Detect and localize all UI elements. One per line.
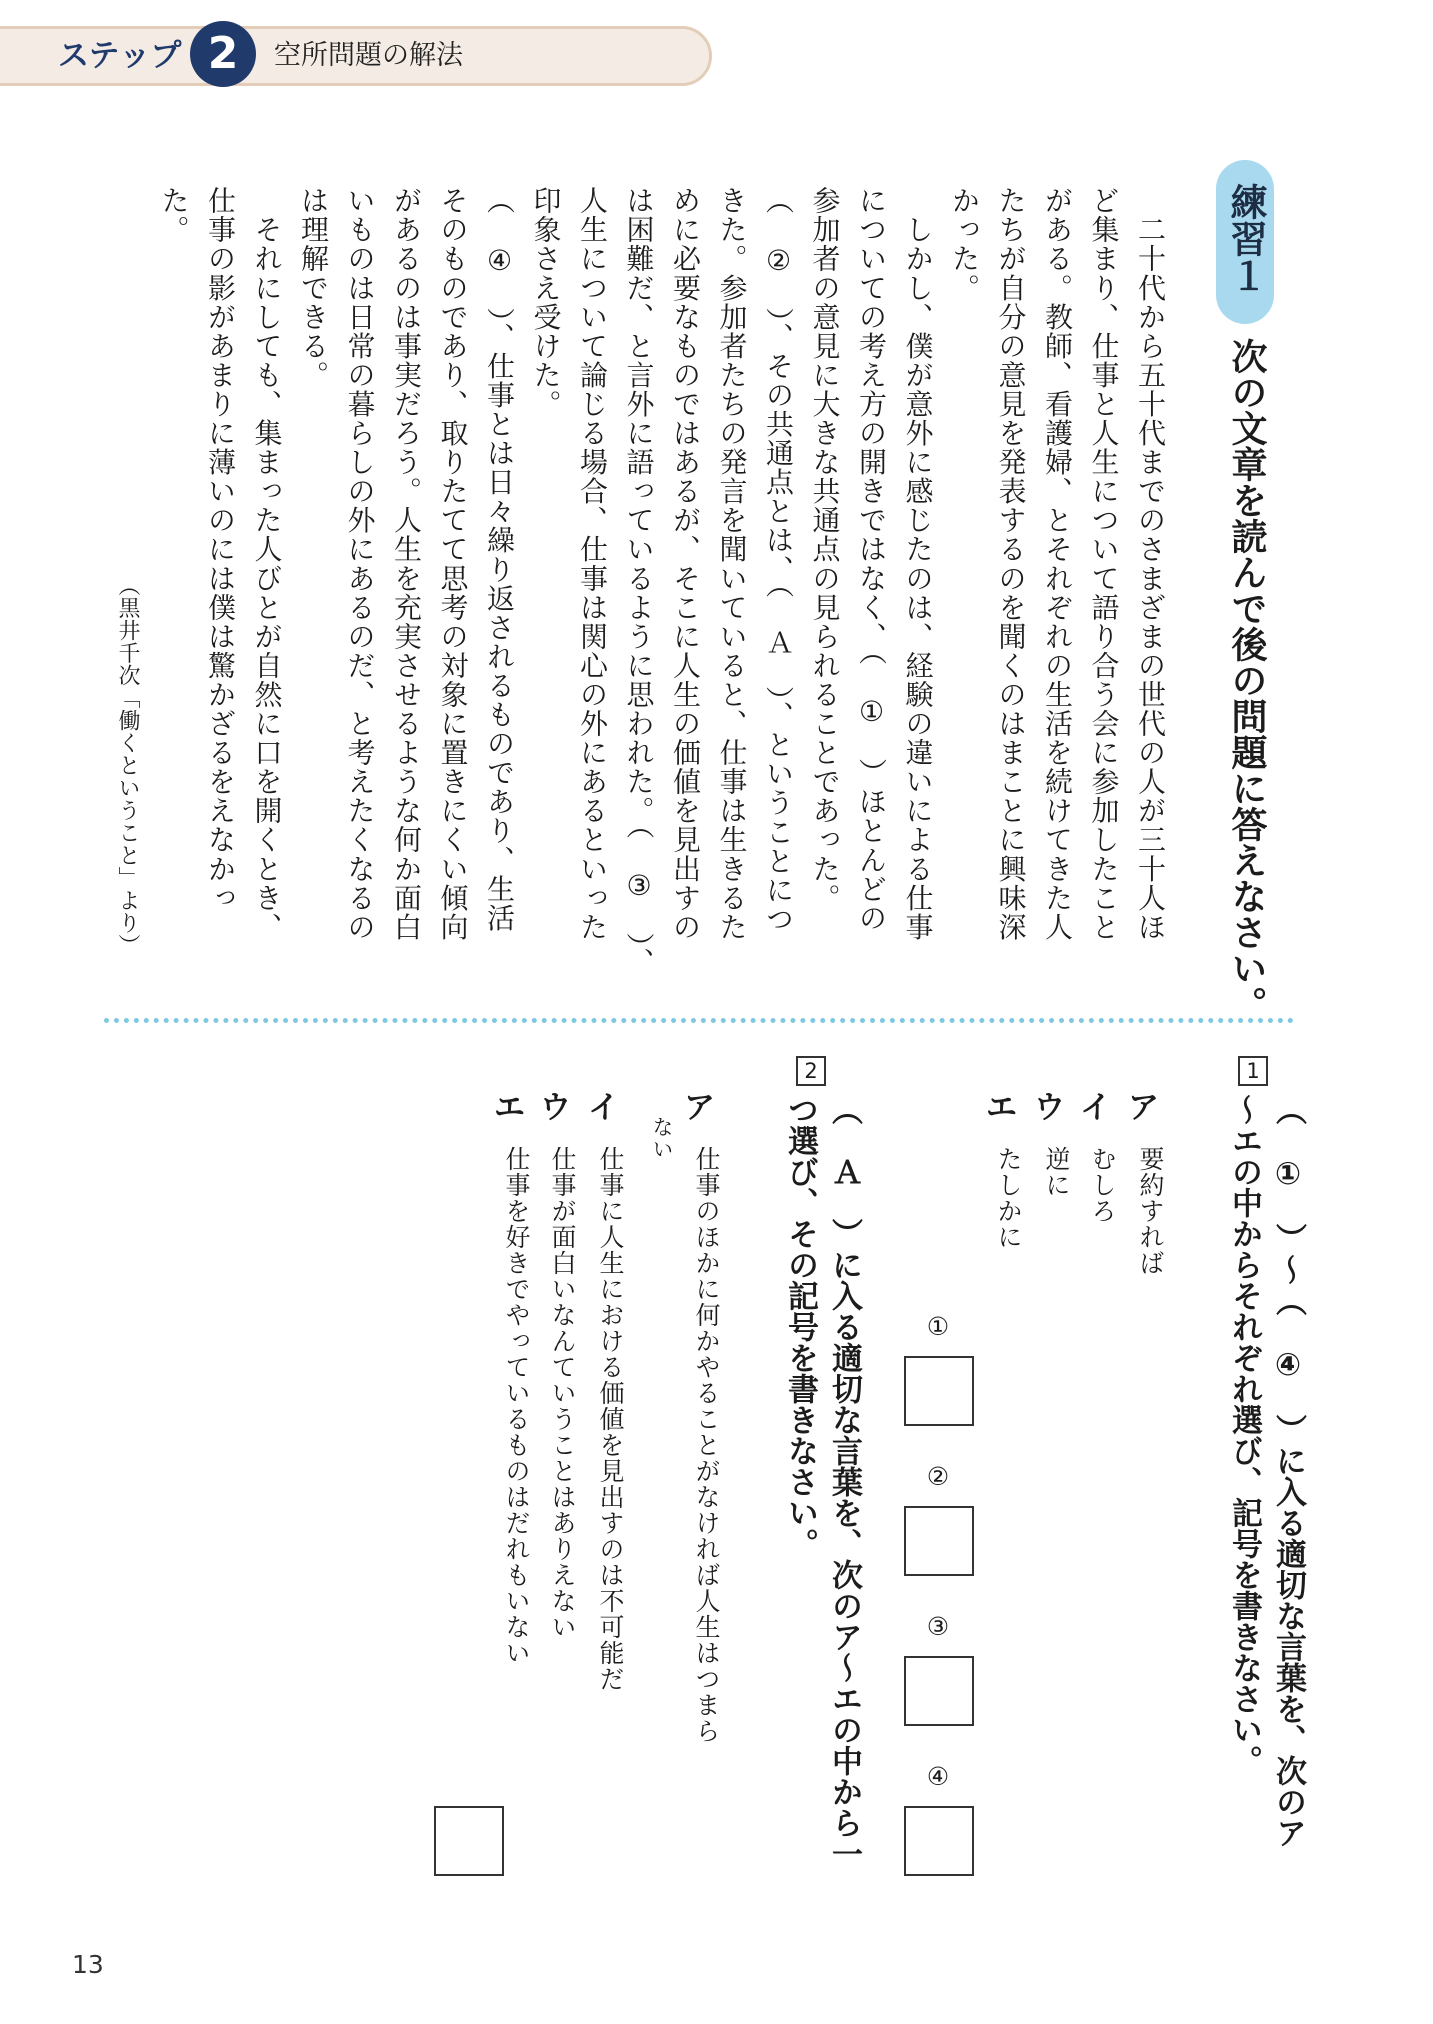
- answer-box-4[interactable]: [904, 1806, 974, 1876]
- q1-option-text: たしかに: [994, 1146, 1023, 1250]
- source-citation: （黒井千次「働くということ」より）: [115, 574, 140, 957]
- passage-line: （ ② ）、その共通点とは、（ Ａ ）、ということにつ: [762, 186, 795, 934]
- answer-box-3[interactable]: [904, 1656, 974, 1726]
- reading-passage: [150, 186, 1173, 1006]
- section-title: 空所問題の解法: [274, 40, 463, 71]
- q2-option-letter: ウ: [540, 1090, 571, 1126]
- q1-option-letter: ア: [1128, 1090, 1159, 1126]
- question-1-text: （ ① ）～（ ④ ）に入る適切な言葉を、次のア～エの中からそれぞれ選び、記号を書きなさい。: [1226, 1094, 1306, 1848]
- answer-box-2[interactable]: [904, 1506, 974, 1576]
- q2-option-text: 仕事が面白いなんていうことはありえない: [548, 1146, 577, 1640]
- q1-option-letter: イ: [1080, 1090, 1111, 1126]
- exercise-badge-label: 練習１: [1224, 183, 1267, 294]
- passage-line: は困難だ、と言外に語っているように思われた。（ ③ ）、: [622, 186, 656, 977]
- answer-label: ③: [926, 1612, 950, 1641]
- passage-line: めに必要なものではあるが、そこに人生の価値を見出すの: [669, 186, 702, 942]
- answer-label: ②: [926, 1462, 950, 1491]
- passage-line: いものは日常の暮らしの外にあるのだ、と考えたくなるの: [343, 186, 377, 942]
- question-2-number: 2: [796, 1056, 826, 1086]
- passage-line: がある。教師、看護婦、とそれぞれの生活を続けてきた人: [1041, 186, 1074, 942]
- q2-option-letter: イ: [588, 1090, 619, 1126]
- passage-line: かった。: [948, 186, 981, 303]
- passage-line: 参加者の意見に大きな共通点の見られることであった。: [808, 186, 842, 913]
- passage-line: は理解できる。: [297, 186, 330, 390]
- question-2-text: （ Ａ ）に入る適切な言葉を、次のア～エの中から一つ選び、その記号を書きなさい。: [782, 1094, 862, 1869]
- q1-option-text: 逆に: [1042, 1146, 1071, 1198]
- passage-line: きた。参加者たちの発言を聞いていると、仕事は生きるた: [715, 186, 749, 942]
- q2-option-text: 仕事のほかに何かやることがなければ人生はつまら: [692, 1146, 721, 1744]
- passage-line: そのものであり、取りたてて思考の対象に置きにくい傾向: [436, 186, 470, 942]
- q1-option-text: むしろ: [1088, 1146, 1117, 1224]
- passage-line: しかし、僕が意外に感じたのは、経験の違いによる仕事: [901, 186, 935, 942]
- question-1-number: 1: [1238, 1056, 1268, 1086]
- answer-box-1[interactable]: [904, 1356, 974, 1426]
- q1-option-letter: エ: [986, 1090, 1017, 1126]
- q2-option-text-cont: ない: [650, 1116, 674, 1160]
- passage-line: ど集まり、仕事と人生について語り合う会に参加したこと: [1087, 186, 1121, 942]
- passage-line: 仕事の影があまりに薄いのには僕は驚かざるをえなかっ: [204, 186, 237, 913]
- passage-line: それにしても、集まった人びとが自然に口を開くとき、: [250, 186, 284, 942]
- exercise-instruction: 次の文章を読んで後の問題に答えなさい。: [1226, 338, 1267, 1022]
- q2-option-letter: ア: [684, 1090, 715, 1126]
- page-number: 13: [72, 1950, 104, 1979]
- answer-box-A[interactable]: [434, 1806, 504, 1876]
- passage-line: （ ④ ）、仕事とは日々繰り返されるものであり、生活: [483, 186, 516, 933]
- q2-option-letter: エ: [494, 1090, 525, 1126]
- dotted-divider: [104, 1018, 1294, 1023]
- passage-line: 人生について論じる場合、仕事は関心の外にあるといった: [576, 186, 609, 942]
- answer-label: ④: [926, 1762, 950, 1791]
- q1-option-text: 要約すれば: [1136, 1146, 1165, 1276]
- q2-option-text: 仕事に人生における価値を見出すのは不可能だ: [596, 1146, 625, 1692]
- passage-line: た。: [157, 186, 191, 245]
- passage-line: についての考え方の開きではなく、（ ① ）ほとんどの: [855, 186, 888, 933]
- passage-line: 二十代から五十代までのさまざまの世代の人が三十人ほ: [1134, 186, 1167, 942]
- step-number-badge: 2: [190, 21, 256, 87]
- passage-line: があるのは事実だろう。人生を充実させるような何か面白: [390, 186, 423, 942]
- passage-line: たちが自分の意見を発表するのを聞くのはまことに興味深: [994, 186, 1028, 942]
- passage-line: 印象さえ受けた。: [529, 186, 563, 419]
- step-label: ステップ: [58, 38, 182, 74]
- q1-option-letter: ウ: [1034, 1090, 1065, 1126]
- q2-option-text: 仕事を好きでやっているものはだれもいない: [502, 1146, 531, 1666]
- answer-label: ①: [926, 1312, 950, 1341]
